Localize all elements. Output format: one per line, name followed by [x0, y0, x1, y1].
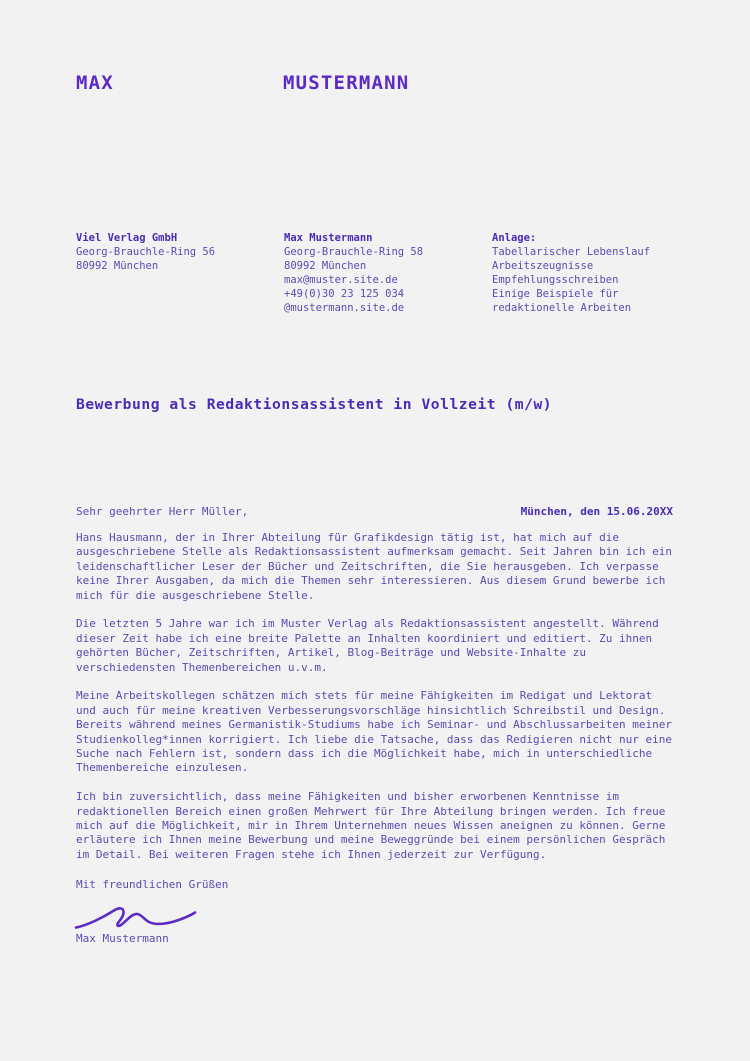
recipient-city: 80992 München	[76, 260, 159, 273]
address-block-row	[76, 231, 676, 316]
sender-email: max@muster.site.de	[284, 274, 398, 287]
closing-phrase: Mit freundlichen Grüßen	[76, 878, 229, 891]
sender-street: Georg-Brauchle-Ring 58	[284, 246, 424, 259]
recipient-street: Georg-Brauchle-Ring 56	[76, 246, 216, 259]
attachment-item: Empfehlungsschreiben	[492, 274, 619, 287]
sender-name: Max Mustermann	[284, 232, 373, 244]
salutation: Sehr geehrter Herr Müller,	[76, 505, 249, 518]
letterhead	[76, 72, 676, 94]
recipient-address-block	[76, 231, 284, 316]
recipient-name: Viel Verlag GmbH	[76, 232, 178, 244]
body-paragraph: Hans Hausmann, der in Ihrer Abteilung für Grafikdesign tätig ist, hat mich auf die ausgeschriebene Stelle als Redaktionsassistent aufmerksam gemacht. Seit Jahren bin ich ein leidenschaftlicher Leser der Bücher und Zeitschriften, die Sie herausgeben. Ich verpasse keine Ihrer Ausgaben, da mich die Themen sehr interessieren. Aus diesem Grund bewerbe ich mich für die ausgeschriebene Stelle.	[76, 531, 673, 602]
salutation-row	[76, 505, 673, 518]
sender-address-block	[284, 231, 492, 316]
sender-city: 80992 München	[284, 260, 367, 273]
letterhead-first-name: MAX	[76, 72, 114, 94]
letter-body	[76, 531, 676, 877]
sender-phone: +49(0)30 23 125 034	[284, 288, 405, 301]
attachment-item: Arbeitszeugnisse	[492, 260, 594, 273]
body-paragraph: Ich bin zuversichtlich, dass meine Fähigkeiten und bisher erworbenen Kenntnisse im redaktionellen Bereich einen großen Mehrwert für Ihre Abteilung bringen werden. Ich freue mich auf die Möglichkeit, mir in Ihrem Unternehmen neues Wissen aneignen zu können. Gerne erläutere ich Ihnen meine Bewerbung und meine Beweggründe bei einem persönlichen Gespräch im Detail. Bei weiteren Fragen stehe ich Ihnen jederzeit zur Verfügung.	[76, 790, 666, 861]
body-paragraph: Meine Arbeitskollegen schätzen mich stets für meine Fähigkeiten im Redigat und Lektorat und auch für meine kreativen Verbesserungsvorschläge hinsichtlich Schreibstil und Design. Bereits während meines Germanistik-Studiums habe ich Seminar- und Abschlussarbeiten meiner Studienkolleg*innen korrigiert. Ich liebe die Tatsache, dass das Redigieren nicht nur eine Suche nach Fehlern ist, sondern dass ich die Möglichkeit habe, mich in unterschiedliche Themenbereiche einzulesen.	[76, 689, 673, 775]
attachment-item: redaktionelle Arbeiten	[492, 302, 632, 315]
attachment-item: Einige Beispiele für	[492, 288, 619, 301]
body-paragraph: Die letzten 5 Jahre war ich im Muster Verlag als Redaktionsassistent angestellt. Während dieser Zeit habe ich eine breite Palette an Inhalten koordiniert und editiert. Zu ihnen gehörten Bücher, Zeitschriften, Artikel, Blog-Beiträge und Website-Inhalte zu verschiedensten Themenbereichen u.v.m.	[76, 617, 659, 674]
handwritten-squiggle-icon	[73, 903, 198, 933]
letter-subject: Bewerbung als Redaktionsassistent in Vollzeit (m/w)	[76, 396, 553, 413]
attachments-label: Anlage:	[492, 232, 537, 244]
attachments-block	[492, 231, 676, 316]
attachment-item: Tabellarischer Lebenslauf	[492, 246, 651, 259]
place-and-date: München, den 15.06.20XX	[520, 505, 673, 518]
sender-handle: @mustermann.site.de	[284, 302, 405, 315]
letterhead-last-name: MUSTERMANN	[283, 72, 410, 94]
signer-name: Max Mustermann	[76, 932, 169, 945]
